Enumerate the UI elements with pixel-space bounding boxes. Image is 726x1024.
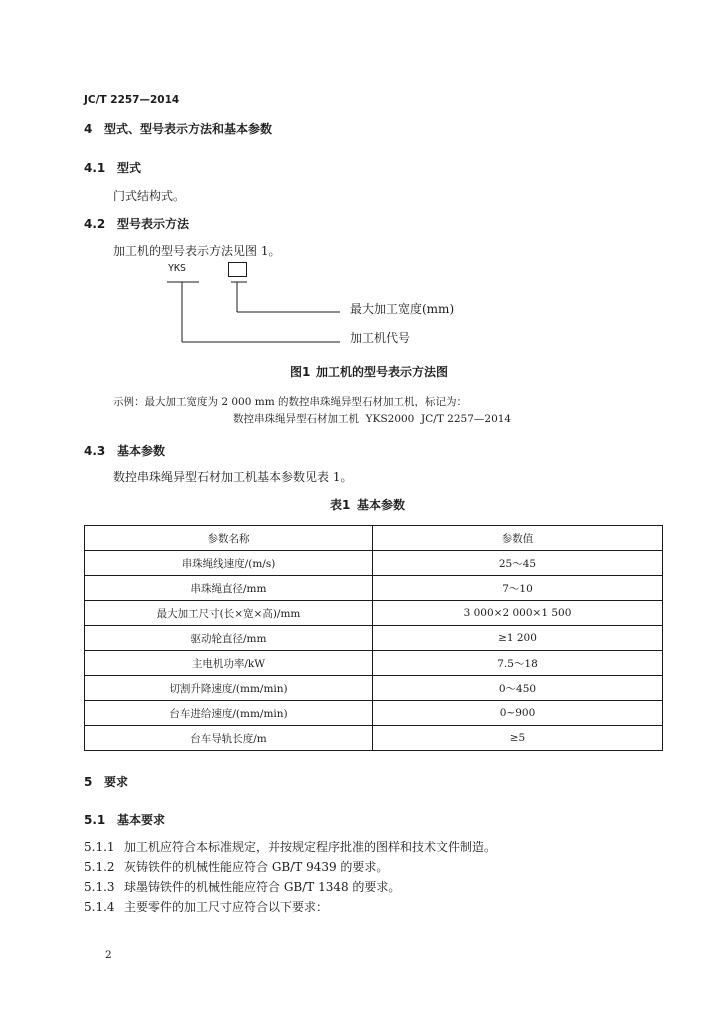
label-max-width: 最大加工宽度(mm) <box>350 302 455 316</box>
section-4-3-title: 基本参数 <box>117 444 166 458</box>
label-machine-code: 加工机代号 <box>350 331 411 345</box>
parameter-value: 7～10 <box>373 576 663 601</box>
section-5-number: 5 <box>84 775 93 789</box>
table-row <box>85 601 663 626</box>
parameter-name: 最大加工尺寸(长×宽×高)/mm <box>85 601 373 626</box>
section-5-1-title: 基本要求 <box>117 813 166 827</box>
width-placeholder-box <box>229 263 247 277</box>
section-4-3-number: 4.3 <box>84 444 106 458</box>
clause-text: 主要零件的加工尺寸应符合以下要求： <box>124 900 329 914</box>
clause-number: 5.1.1 <box>84 840 115 854</box>
table-row <box>85 726 663 751</box>
header-parameter-value: 参数值 <box>373 526 663 551</box>
table-row <box>85 701 663 726</box>
table-row <box>85 676 663 701</box>
example-text: 示例：最大加工宽度为 2 000 mm 的数控串珠绳异型石材加工机，标记为： <box>113 396 467 408</box>
section-4-1-title: 型式 <box>117 161 142 175</box>
table-caption-number: 表1 <box>330 498 351 512</box>
parameter-value: ≥1 200 <box>373 626 663 651</box>
page-number: 2 <box>105 949 112 961</box>
header-parameter-name: 参数名称 <box>85 526 373 551</box>
section-4-2-body: 加工机的型号表示方法见图 1。 <box>113 244 281 258</box>
table-caption-title: 基本参数 <box>357 498 406 512</box>
clause-number: 5.1.3 <box>84 880 115 894</box>
section-4-1-number: 4.1 <box>84 161 106 175</box>
basic-parameters-table <box>84 525 663 751</box>
clause-number: 5.1.4 <box>84 900 115 914</box>
table-row <box>85 651 663 676</box>
section-4-title: 型式、型号表示方法和基本参数 <box>104 122 273 136</box>
parameter-value: ≥5 <box>373 726 663 751</box>
section-4-3-body: 数控串珠绳异型石材加工机基本参数见表 1。 <box>113 470 353 484</box>
figure-caption-number: 图1 <box>290 365 311 379</box>
parameter-value: 25～45 <box>373 551 663 576</box>
parameter-value: 7.5～18 <box>373 651 663 676</box>
parameter-name: 主电机功率/kW <box>85 651 373 676</box>
section-4-2-title: 型号表示方法 <box>117 217 190 231</box>
parameter-name: 驱动轮直径/mm <box>85 626 373 651</box>
table-row <box>85 626 663 651</box>
section-4-1-body: 门式结构式。 <box>113 189 186 203</box>
section-4-number: 4 <box>84 122 93 136</box>
section-4-2-number: 4.2 <box>84 217 106 231</box>
parameter-name: 串珠绳直径/mm <box>85 576 373 601</box>
parameter-name: 串珠绳线速度/(m/s) <box>85 551 373 576</box>
clause-text: 球墨铸铁件的机械性能应符合 GB/T 1348 的要求。 <box>124 880 401 894</box>
parameter-name: 台车进给速度/(mm/min) <box>85 701 373 726</box>
model-designation-diagram <box>160 255 350 350</box>
parameter-value: 3 000×2 000×1 500 <box>373 601 663 626</box>
figure-model-code: YKS <box>168 263 187 274</box>
clause-number: 5.1.2 <box>84 860 115 874</box>
table-header-row <box>85 526 663 551</box>
section-5-title: 要求 <box>104 775 129 789</box>
clause-text: 灰铸铁件的机械性能应符合 GB/T 9439 的要求。 <box>124 860 389 874</box>
example-marking: 数控串珠绳异型石材加工机 YKS2000 JC/T 2257—2014 <box>233 413 512 425</box>
clause-text: 加工机应符合本标准规定，并按规定程序批准的图样和技术文件制造。 <box>124 840 497 854</box>
standard-code-header: JC/T 2257—2014 <box>84 94 180 106</box>
table-row <box>85 576 663 601</box>
parameter-name: 台车导轨长度/m <box>85 726 373 751</box>
section-5-1-number: 5.1 <box>84 813 106 827</box>
parameter-name: 切割升降速度/(mm/min) <box>85 676 373 701</box>
table-row <box>85 551 663 576</box>
figure-caption-title: 加工机的型号表示方法图 <box>316 365 449 379</box>
parameter-value: 0~900 <box>373 701 663 726</box>
parameter-value: 0～450 <box>373 676 663 701</box>
